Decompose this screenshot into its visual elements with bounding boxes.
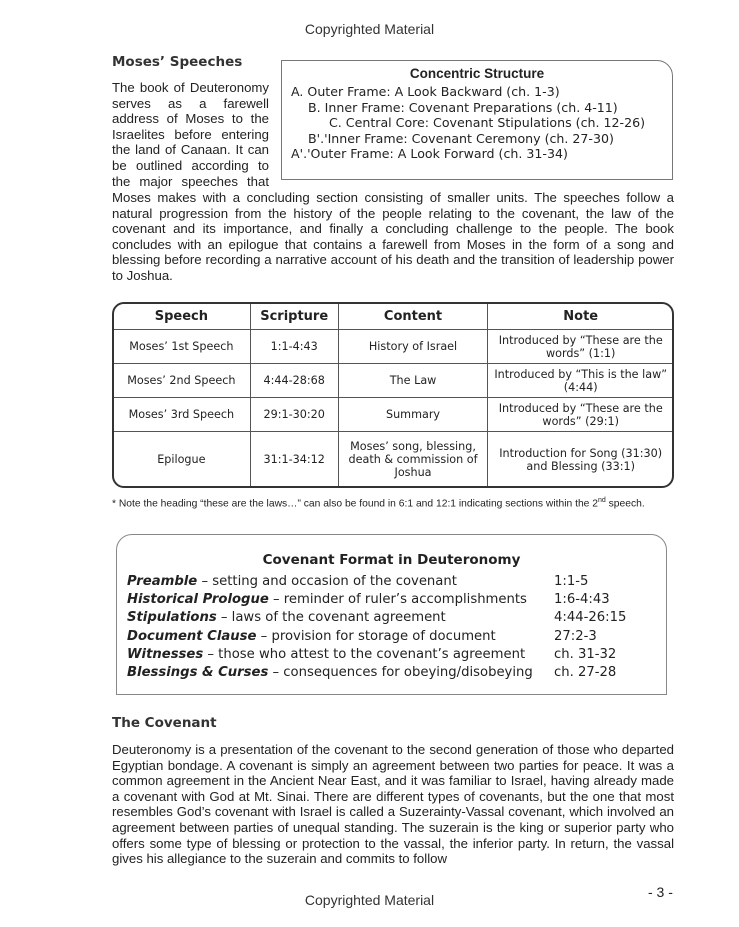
- reference: ch. 31-32: [554, 646, 617, 662]
- table-cell: Moses’ song, blessing, death & commission of Joshua: [338, 432, 488, 488]
- reference: ch. 27-28: [554, 664, 617, 680]
- table-cell: Introduction for Song (31:30) and Blessing (33:1): [488, 432, 674, 488]
- intro-line: be outlined according to: [112, 157, 269, 173]
- term: Blessings & Curses: [127, 664, 269, 680]
- table-cell: Moses’ 2nd Speech: [113, 364, 251, 398]
- table-cell: Moses’ 1st Speech: [113, 330, 251, 364]
- reference: 27:2-3: [554, 628, 597, 644]
- concentric-line-b-prime: B'.'Inner Frame: Covenant Ceremony (ch. 27-30): [308, 130, 614, 146]
- section1-paragraph: Moses makes with a concluding section consisting of smaller units. The speeches follow a natural progression from the history of the people relating to the covenant, the law of the covenant and its importance, and finally a concluding challenge to the people. The book concludes with an epilogue that contains a farewell from Moses in the form of a song and blessing before recording a narrative account of his death and the transition of leadership power to Joshua.: [112, 190, 674, 283]
- table-cell: 1:1-4:43: [250, 330, 338, 364]
- reference: 4:44-26:15: [554, 610, 627, 626]
- intro-line: the land of Canaan. It can: [112, 142, 269, 158]
- term: Witnesses: [127, 646, 204, 662]
- column-header: Note: [488, 303, 674, 330]
- footnote-superscript: nd: [597, 497, 606, 504]
- term: Preamble: [127, 574, 198, 589]
- intro-line: address of Moses to the: [112, 111, 269, 127]
- table-cell: Moses’ 3rd Speech: [113, 398, 251, 432]
- speeches-table-frame: [112, 302, 674, 488]
- page-number: - 3 -: [648, 884, 673, 900]
- list-item: [117, 646, 666, 664]
- table-row: [113, 364, 674, 398]
- table-cell: Introduced by “These are the words” (1:1): [488, 330, 674, 364]
- intro-line: Israelites before entering: [112, 126, 269, 142]
- reference: 1:1-5: [554, 574, 589, 589]
- footnote-text-end: speech.: [605, 498, 645, 510]
- footnote-text: * Note the heading “these are the laws…” can also be found in 6:1 and 12:1 indicating sections within the 2: [112, 498, 598, 510]
- table-cell: 31:1-34:12: [250, 432, 338, 488]
- table-cell: Introduced by “These are the words” (29:1): [488, 398, 674, 432]
- reference: 1:6-4:43: [554, 592, 610, 608]
- table-footnote: [112, 497, 645, 509]
- description: – reminder of ruler’s accomplishments: [268, 592, 527, 608]
- section-heading-the-covenant: The Covenant: [112, 715, 217, 731]
- list-item: [117, 664, 666, 682]
- table-cell: 29:1-30:20: [250, 398, 338, 432]
- column-header: Speech: [113, 303, 251, 330]
- table-cell: Introduced by “This is the law” (4:44): [488, 364, 674, 398]
- concentric-line-c: C. Central Core: Covenant Stipulations (ch. 12-26): [329, 115, 646, 130]
- intro-line: serves as a farewell: [112, 95, 269, 111]
- table-cell: 4:44-28:68: [250, 364, 338, 398]
- covenant-format-box: [116, 534, 667, 695]
- concentric-structure-title: Concentric Structure: [409, 66, 545, 81]
- concentric-line-b: B. Inner Frame: Covenant Preparations (ch. 4-11): [308, 99, 618, 115]
- intro-text: [112, 80, 269, 189]
- section-heading-moses-speeches: Moses’ Speeches: [112, 54, 243, 70]
- table-row: [113, 432, 674, 488]
- concentric-structure-box: [281, 60, 673, 180]
- table-cell: The Law: [338, 364, 488, 398]
- table-row: [113, 330, 674, 364]
- table-cell: Epilogue: [113, 432, 251, 488]
- description: – laws of the covenant agreement: [216, 610, 446, 626]
- intro-line: the major speeches that: [112, 173, 269, 189]
- covenant-format-title: Covenant Format in Deuteronomy: [262, 552, 521, 568]
- table-row: [113, 398, 674, 432]
- intro-line: The book of Deuteronomy: [112, 80, 269, 95]
- copyright-footer: Copyrighted Material: [304, 892, 435, 908]
- term: Document Clause: [127, 628, 257, 644]
- description: – those who attest to the covenant’s agreement: [203, 646, 526, 662]
- table-cell: Summary: [338, 398, 488, 432]
- list-item: [117, 609, 666, 627]
- column-header: Content: [338, 303, 488, 330]
- concentric-line-a-prime: A'.'Outer Frame: A Look Forward (ch. 31-34): [291, 146, 568, 161]
- list-item: [117, 591, 666, 609]
- table-cell: History of Israel: [338, 330, 488, 364]
- term: Historical Prologue: [127, 592, 269, 608]
- list-item: [117, 628, 666, 646]
- table-header-row: [113, 303, 674, 330]
- list-item: [117, 573, 666, 591]
- description: – setting and occasion of the covenant: [197, 574, 457, 589]
- description: – consequences for obeying/disobeying: [268, 664, 533, 680]
- column-header: Scripture: [250, 303, 338, 330]
- section2-paragraph: Deuteronomy is a presentation of the covenant to the second generation of those who departed Egyptian bondage. A covenant is simply an agreement between two parties for peace. It was a common agreement in the Ancient Near East, and it was familiar to Israel, having already made a covenant with God at Mt. Sinai. There are different types of covenants, but the one that most resembles God’s covenant with Israel is called a Suzerainty-Vassal covenant, which involved an agreement between parties of unequal standing. The suzerain is the king or superior party who offers some type of blessing or protection to the vassal, the inferior party. In return, the vassal gives his allegiance to the suzerain and commits to follow: [112, 742, 674, 867]
- concentric-line-a: A. Outer Frame: A Look Backward (ch. 1-3): [291, 84, 560, 99]
- speeches-table: [112, 302, 674, 488]
- description: – provision for storage of document: [256, 628, 496, 644]
- term: Stipulations: [127, 610, 217, 626]
- copyright-header: Copyrighted Material: [304, 21, 435, 37]
